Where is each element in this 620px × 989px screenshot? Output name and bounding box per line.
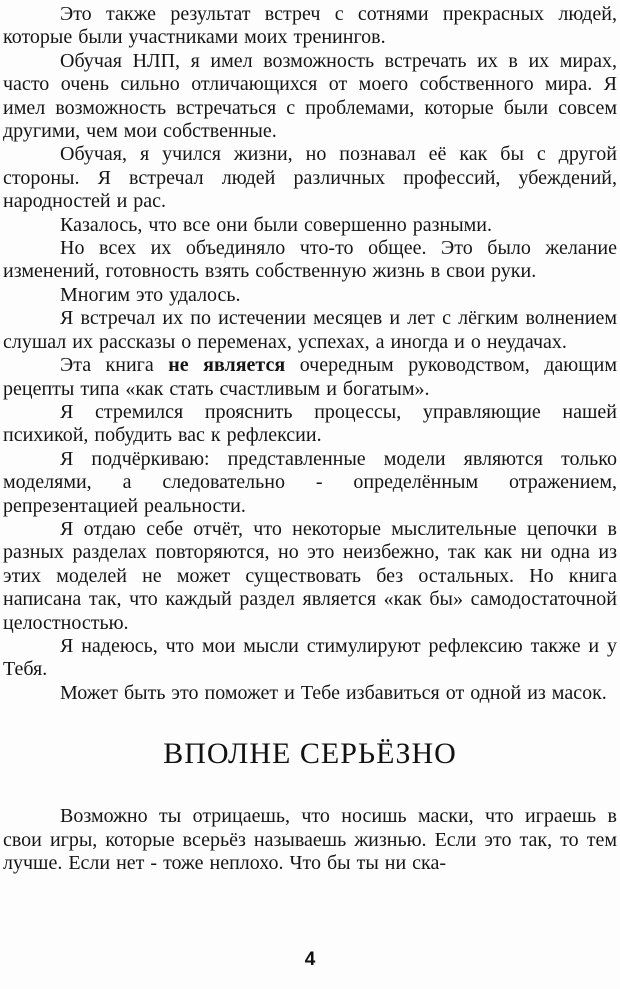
paragraph: Казалось, что все они были совершенно разными.	[60, 213, 492, 236]
paragraph: Это также результат встреч с сотнями прекрасных людей, которые были участниками моих тренингов.	[3, 3, 617, 49]
paragraph: Я встречал их по истечении месяцев и лет с лёгким волнением слушал их рассказы о переменах, успехах, а иногда и о неудачах.	[3, 307, 617, 353]
paragraph: Я стремился прояснить процессы, управляющие нашей психикой, побудить вас к рефлексии.	[3, 400, 617, 447]
section-heading: ВПОЛНЕ СЕРЬЁЗНО	[163, 737, 457, 771]
paragraph: Возможно ты отрицаешь, что носишь маски, что играешь в свои игры, которые всерьёз называешь жизнью. Если это так, то тем лучше. Если нет - тоже неплохо. Что бы ты ни ска-	[3, 805, 617, 874]
intro-text-block	[3, 3, 617, 705]
paragraph: Но всех их объединяло что-то общее. Это было желание изменений, готовность взять собственную жизнь в свои руки.	[3, 237, 617, 283]
paragraph: Многим это удалось.	[60, 283, 241, 306]
page-number: 4	[304, 949, 316, 970]
paragraph: Я подчёркиваю: представленные модели являются только моделями, а следовательно - определённым отражением, репрезентацией реальности.	[3, 447, 617, 517]
paragraph: Обучая НЛП, я имел возможность встречать их в их мирах, часто очень сильно отличающихся от моего собственного мира. Я имел возможность встречаться с проблемами, которые были совсем другими, чем мои собственные.	[3, 49, 617, 143]
chapter-text-block	[3, 805, 617, 875]
paragraph-with-emphasis	[3, 354, 617, 401]
paragraph-text: Эта книга	[60, 354, 169, 377]
paragraph: Я надеюсь, что мои мысли стимулируют рефлексию также и у Тебя.	[3, 634, 617, 681]
paragraph: Я отдаю себе отчёт, что некоторые мыслительные цепочки в разных разделах повторяются, но это неизбежно, так как ни одна из этих моделей не может существовать без остальных. Но книга написана так, что каждый раздел является «как бы» самодостаточной целостностью.	[3, 517, 617, 634]
emphasized-phrase: не является	[168, 354, 286, 377]
paragraph-text: очередным руководством, дающим рецепты типа «как стать счастливым и богатым».	[3, 354, 617, 400]
paragraph: Обучая, я учился жизни, но познавал её как бы с другой стороны. Я встречал людей различных профессий, убеждений, народностей и рас.	[3, 143, 617, 213]
paragraph: Может быть это поможет и Тебе избавиться от одной из масок.	[60, 681, 607, 704]
